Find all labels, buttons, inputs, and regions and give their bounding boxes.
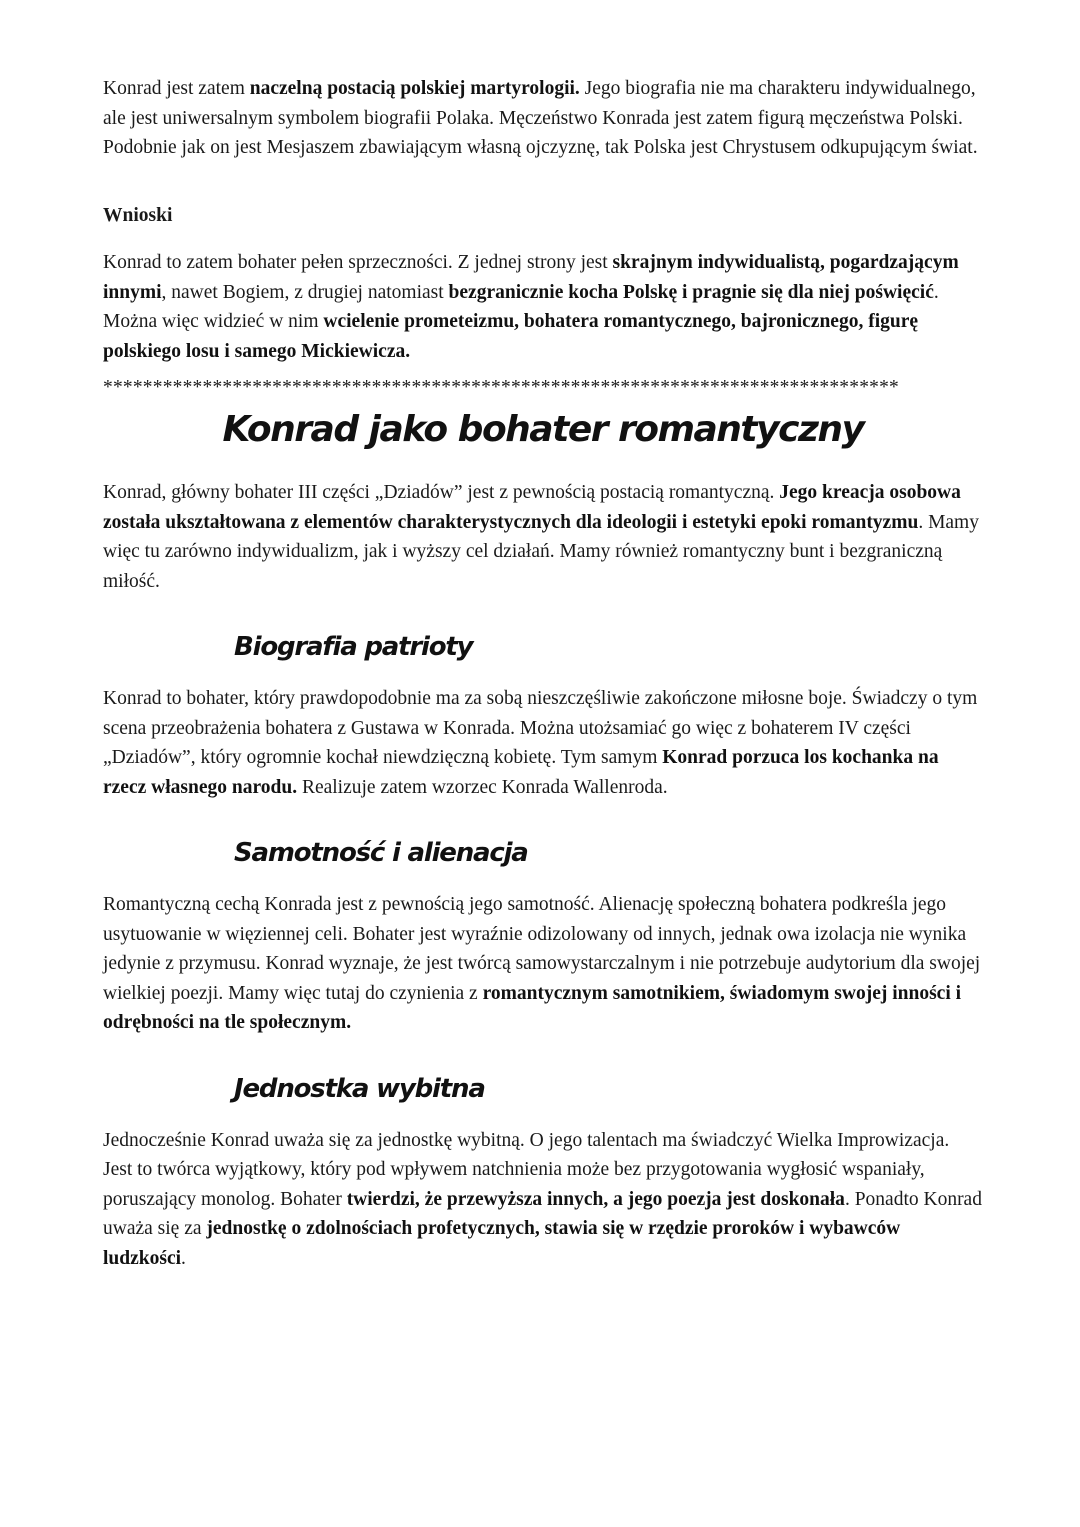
intro-paragraph [103,74,983,163]
text-run: Romantyczną cechą Konrada jest z pewnością jego samotność. Alienację społeczną bohatera podkreśla jego usytuowanie w więziennej celi. Bohater jest wyraźnie odizolowany od innych, jednak owa izolacja nie wynika jedynie z przymusu. Konrad wyznaje, że jest twórcą samowystarczalnym i nie potrzebuje audytorium dla swojej wielkiej poezji. Mamy więc tutaj do czynienia z [103,894,981,1004]
subsection-title-samotnosc: Samotność i alienacja [234,838,528,868]
text-run: Jednocześnie Konrad uważa się za jednostkę wybitną. O jego talentach ma świadczyć Wielka Improwizacja. Jest to twórca wyjątkowy, który pod wpływem natchnienia może bez przygotowania wygłosić wspaniały, poruszający monolog. Bohater [103,1129,950,1210]
text-run: , nawet Bogiem, z drugiej natomiast [161,281,449,303]
bold-text-run: Jego kreacja osobowa została ukształtowana z elementów charakterystycznych dla ideologii i estetyki epoki romantyzmu [103,482,961,533]
text-run: Realizuje zatem wzorzec Konrada Wallenroda. [297,776,668,798]
subsection-title-biografia: Biografia patrioty [234,632,473,662]
subsection-paragraph-biografia [103,684,983,802]
text-run: Konrad jest zatem [103,78,250,99]
section-intro-paragraph [103,478,983,596]
bold-text-run: Konrad porzuca los kochanka na rzecz własnego narodu. [103,747,939,798]
text-run: Jego biografia nie ma charakteru indywidualnego, ale jest uniwersalnym symbolem biografii Polaka. Męczeństwo Konrada jest zatem figurą męczeństwa Polski. Podobnie jak on jest Mesjaszem zbawiającym własną ojczyznę, tak Polska jest Chrystusem odkupującym świat. [103,78,978,158]
text-run: . Mamy więc tu zarówno indywidualizm, jak i wyższy cel działań. Mamy również romantyczny bunt i bezgraniczną miłość. [103,511,979,592]
bold-text-run: twierdzi, że przewyższa innych, a jego poezja jest doskonała [346,1188,845,1210]
bold-text-run: jednostkę o zdolnościach profetycznych, stawia się w rzędzie proroków i wybawców ludzkości [103,1218,901,1269]
text-run: Konrad to zatem bohater pełen sprzeczności. Z jednej strony jest [103,252,613,273]
bold-text-run: naczelną postacią polskiej martyrologii. [249,78,580,99]
conclusions-heading: Wnioski [103,204,173,226]
bold-text-run: romantycznym samotnikiem, świadomym swojej inności i odrębności na tle społecznym. [103,982,962,1033]
conclusions-paragraph [103,248,983,366]
bold-text-run: bezgranicznie kocha Polskę i pragnie się dla niej poświęcić [448,281,934,303]
text-run: . Można więc widzieć w nim [103,281,939,332]
subsection-paragraph-samotnosc [103,890,983,1038]
section-title: Konrad jako bohater romantyczny [222,409,864,450]
bold-text-run: skrajnym indywidualistą, pogardzającym innymi [103,252,959,303]
text-run: . Ponadto Konrad uważa się za [103,1188,982,1239]
subsection-paragraph-jednostka [103,1126,983,1274]
text-run: . [181,1247,186,1269]
section-separator: ******************************************************************************** [103,377,899,398]
subsection-title-jednostka: Jednostka wybitna [234,1073,485,1104]
bold-text-run: wcielenie prometeizmu, bohatera romantycznego, bajronicznego, figurę polskiego losu i samego Mickiewicza. [103,311,919,362]
text-run: Konrad, główny bohater III części „Dziadów” jest z pewnością postacią romantyczną. [103,482,780,503]
text-run: Konrad to bohater, który prawdopodobnie ma za sobą nieszczęśliwie zakończone miłosne boje. Świadczy o tym scena przeobrażenia bohatera z Gustawa w Konrada. Można utożsamiać go więc z bohaterem IV części „Dziadów”, który ogromnie kochał niewdzięczną kobietę. Tym samym [103,688,978,768]
document-page [103,74,983,1273]
